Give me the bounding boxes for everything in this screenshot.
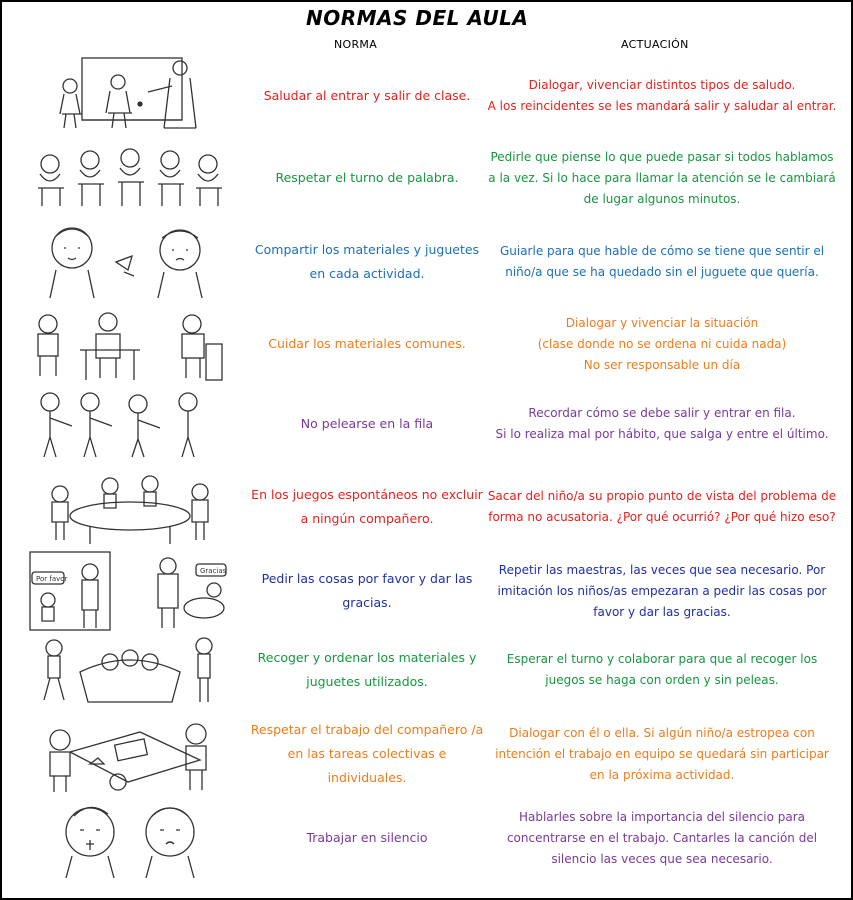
rule-row-1: [0, 56, 853, 136]
rule-norma-6: En los juegos espontáneos no excluir a ningún compañero.: [251, 487, 483, 526]
caption-gracias: Gracias: [200, 567, 227, 575]
rule-row-4: [0, 304, 853, 384]
rule-row-5: [0, 386, 853, 462]
rule-row-9: [0, 712, 853, 796]
rule-norma-1: Saludar al entrar y salir de clase.: [263, 88, 471, 103]
rule-actuacion-7: Repetir las maestras, las veces que sea necesario. Por imitación los niños/as empezaran a pedir las cosas por favor y dar las gracias.: [497, 562, 827, 619]
illustration-classroom-materials: [20, 304, 230, 384]
rule-actuacion-9: Dialogar con él o ella. Si algún niño/a estropea con intención el trabajo en equipo se quedará sin participar en la próxima actividad.: [495, 725, 829, 782]
rule-norma-7: Pedir las cosas por favor y dar las gracias.: [261, 571, 473, 610]
header-actuacion: ACTUACIÓN: [621, 38, 689, 51]
rule-row-7: [0, 550, 853, 632]
rule-norma-10: Trabajar en silencio: [306, 830, 428, 845]
rule-row-3: [0, 222, 853, 302]
illustration-play-table: [20, 466, 230, 548]
rule-row-6: [0, 466, 853, 548]
rule-row-8: [0, 632, 853, 708]
illustration-speaking-turn: [20, 140, 230, 216]
page-title: NORMAS DEL AULA: [306, 6, 529, 30]
rule-norma-4: Cuidar los materiales comunes.: [268, 336, 466, 351]
rule-norma-9: Respetar el trabajo del compañero /a en las tareas colectivas e individuales.: [250, 722, 484, 785]
rule-actuacion-6: Sacar del niño/a su propio punto de vista del problema de forma no acusatoria. ¿Por qué ocurrió? ¿Por qué hizo eso?: [487, 489, 837, 524]
rule-actuacion-10: Hablarles sobre la importancia del silencio para concentrarse en el trabajo. Cantarles la canción del silencio las veces que sea necesario.: [506, 809, 818, 866]
rule-actuacion-2: Pedirle que piense lo que puede pasar si todos hablamos a la vez. Si lo hace para llamar la atención se le cambiará de lugar algunos minutos.: [488, 149, 836, 206]
illustration-tidy-up: [20, 632, 230, 708]
rule-actuacion-1: Dialogar, vivenciar distintos tipos de saludo. A los reincidentes se les mandará salir y saludar al entrar.: [487, 78, 837, 113]
illustration-sharing: [20, 222, 230, 302]
caption-por-favor: Por favor: [36, 575, 68, 583]
rule-norma-2: Respetar el turno de palabra.: [275, 170, 459, 185]
illustration-please-thanks: [20, 550, 230, 632]
rule-actuacion-8: Esperar el turno y colaborar para que al recoger los juegos se haga con orden y sin peleas.: [506, 652, 818, 687]
rule-row-10: [0, 796, 853, 880]
rule-actuacion-4: Dialogar y vivenciar la situación (clase donde no se ordena ni cuida nada) No ser responsable un día: [537, 315, 787, 372]
illustration-line: [20, 386, 230, 462]
rule-norma-5: No pelearse en la fila: [300, 416, 434, 431]
illustration-greeting: [20, 56, 230, 136]
illustration-teamwork: [20, 712, 230, 796]
rule-row-2: [0, 140, 853, 216]
rule-actuacion-5: Recordar cómo se debe salir y entrar en fila. Si lo realiza mal por hábito, que salga y entre el último.: [495, 406, 829, 441]
rule-norma-3: Compartir los materiales y juguetes en cada actividad.: [254, 242, 480, 281]
rule-norma-8: Recoger y ordenar los materiales y juguetes utilizados.: [257, 650, 477, 689]
illustration-silence: [20, 796, 230, 880]
rule-actuacion-3: Guiarle para que hable de cómo se tiene que sentir el niño/a que se ha quedado sin el juguete que quería.: [499, 244, 825, 279]
header-norma: NORMA: [334, 38, 378, 51]
